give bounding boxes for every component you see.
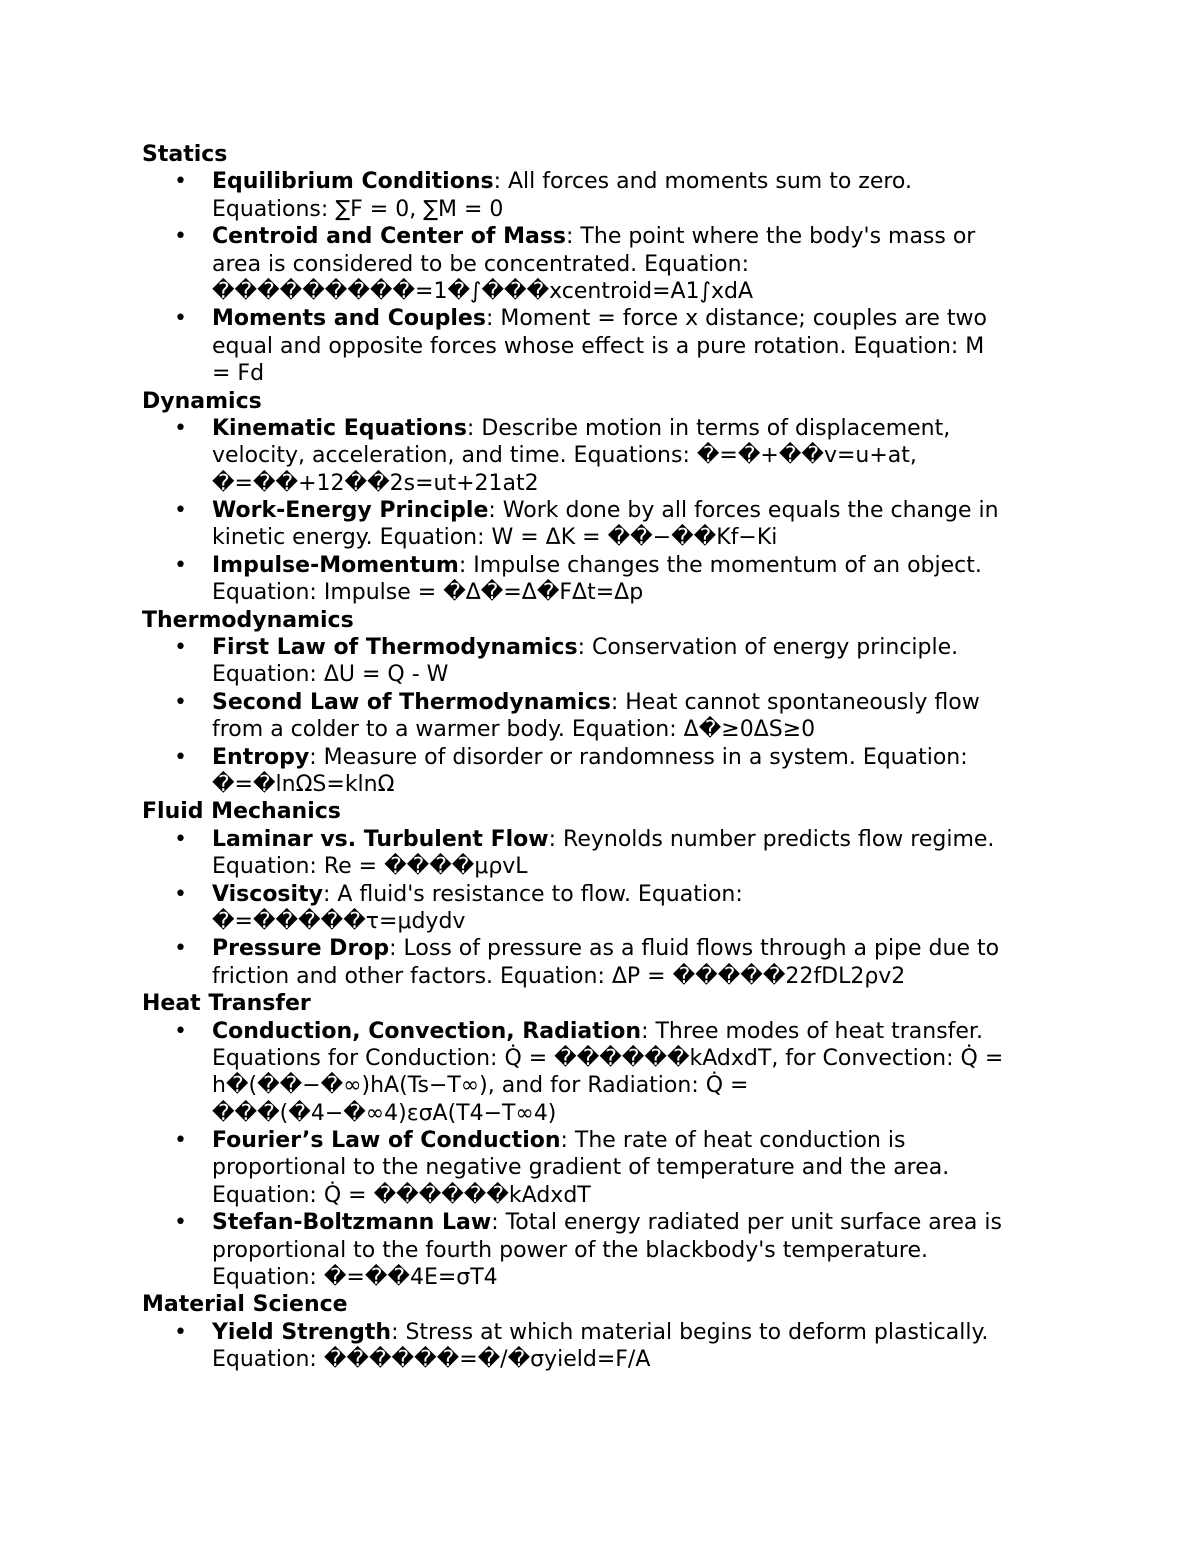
list-item — [142, 168, 1072, 223]
notes-content — [142, 141, 1072, 1374]
item-line — [212, 497, 1072, 524]
list-item — [142, 1209, 1072, 1291]
item-text: �=�����τ=μdydv — [212, 908, 466, 934]
item-term: Conduction, Convection, Radiation — [212, 1018, 642, 1044]
item-text: Equation: ΔU = Q - W — [212, 662, 449, 688]
list-item — [142, 1319, 1072, 1374]
item-text: proportional to the fourth power of the blackbody's temperature. — [212, 1237, 928, 1263]
item-text: : Total energy radiated per unit surface area is — [491, 1210, 1002, 1236]
item-text: : Heat cannot spontaneously flow — [610, 689, 980, 715]
item-text: Equations: ∑F = 0, ∑M = 0 — [212, 196, 504, 222]
item-text: : Loss of pressure as a fluid flows through a pipe due to — [389, 936, 1000, 962]
list-item — [142, 1018, 1072, 1128]
item-line — [212, 826, 1072, 853]
bullet-icon: • — [174, 498, 187, 524]
list-item — [142, 881, 1072, 936]
list-item — [142, 552, 1072, 607]
item-text: : Work done by all forces equals the change in — [488, 498, 999, 524]
section-title: Fluid Mechanics — [142, 799, 341, 825]
item-text: : Measure of disorder or randomness in a system. Equation: — [309, 744, 968, 770]
item-line — [212, 1018, 1072, 1045]
item-line — [212, 168, 1072, 195]
item-line — [212, 935, 1072, 962]
item-line — [212, 251, 1072, 278]
item-term: Work-Energy Principle — [212, 498, 489, 524]
item-line — [212, 1127, 1072, 1154]
item-text: Equation: Q̇ = ������kAdxdT — [212, 1182, 591, 1208]
section-list — [142, 1018, 1072, 1292]
list-item — [142, 935, 1072, 990]
item-text: : A fluid's resistance to flow. Equation: — [322, 881, 743, 907]
item-term: Viscosity — [212, 881, 323, 907]
item-line — [212, 716, 1072, 743]
bullet-icon: • — [174, 881, 187, 907]
item-text: h�(��−�∞)hA(Ts−T∞), and for Radiation: Q̇ = — [212, 1073, 749, 1099]
item-line — [212, 223, 1072, 250]
bullet-icon: • — [174, 744, 187, 770]
bullet-icon: • — [174, 936, 187, 962]
bullet-icon: • — [174, 552, 187, 578]
list-item — [142, 689, 1072, 744]
item-line — [212, 1209, 1072, 1236]
item-text: Equation: �=��4E=σT4 — [212, 1265, 498, 1291]
item-text: �=��+12��2s=ut+21at2 — [212, 470, 539, 496]
item-line — [212, 1154, 1072, 1181]
item-text: : Describe motion in terms of displacement, — [466, 415, 951, 441]
item-line — [212, 333, 1072, 360]
item-term: Second Law of Thermodynamics — [212, 689, 611, 715]
list-item — [142, 497, 1072, 552]
item-text: : Three modes of heat transfer. — [641, 1018, 983, 1044]
item-term: Fourier’s Law of Conduction — [212, 1128, 561, 1154]
list-item — [142, 1127, 1072, 1209]
item-term: Pressure Drop — [212, 936, 390, 962]
item-text: = Fd — [212, 361, 265, 387]
item-line — [212, 360, 1072, 387]
item-text: velocity, acceleration, and time. Equations: �=�+��v=u+at, — [212, 443, 917, 469]
item-text: Equation: Re = ����μρvL — [212, 854, 528, 880]
section-list — [142, 1319, 1072, 1374]
item-line — [212, 1319, 1072, 1346]
bullet-icon: • — [174, 826, 187, 852]
bullet-icon: • — [174, 1319, 187, 1345]
item-term: Equilibrium Conditions — [212, 169, 494, 195]
item-line — [212, 305, 1072, 332]
item-line — [212, 1264, 1072, 1291]
item-text: �=�lnΩS=klnΩ — [212, 771, 395, 797]
item-line — [212, 771, 1072, 798]
bullet-icon: • — [174, 224, 187, 250]
item-line — [212, 853, 1072, 880]
item-text: : The point where the body's mass or — [566, 224, 976, 250]
section-title: Statics — [142, 142, 228, 167]
item-line — [212, 908, 1072, 935]
bullet-icon: • — [174, 1128, 187, 1154]
section-list — [142, 415, 1072, 607]
item-line — [212, 524, 1072, 551]
bullet-icon: • — [174, 169, 187, 195]
item-line — [212, 1346, 1072, 1373]
item-line — [212, 689, 1072, 716]
list-item — [142, 744, 1072, 799]
item-line — [212, 1045, 1072, 1072]
section-title: Thermodynamics — [142, 607, 354, 633]
item-text: : Reynolds number predicts flow regime. — [548, 826, 995, 852]
bullet-icon: • — [174, 415, 187, 441]
section-title: Heat Transfer — [142, 991, 311, 1017]
item-term: Moments and Couples — [212, 306, 486, 332]
item-text: : Moment = force x distance; couples are two — [485, 306, 987, 332]
item-line — [212, 744, 1072, 771]
list-item — [142, 223, 1072, 305]
item-line — [212, 552, 1072, 579]
item-line — [212, 963, 1072, 990]
item-term: Laminar vs. Turbulent Flow — [212, 826, 549, 852]
item-line — [212, 196, 1072, 223]
item-text: kinetic energy. Equation: W = ΔK = ��−��Kf−Ki — [212, 525, 778, 551]
bullet-icon: • — [174, 689, 187, 715]
item-text: Equations for Conduction: Q̇ = ������kAdxdT, for Convection: Q̇ = — [212, 1045, 1004, 1071]
list-item — [142, 634, 1072, 689]
section-list — [142, 168, 1072, 387]
item-text: : The rate of heat conduction is — [560, 1128, 906, 1154]
bullet-icon: • — [174, 1018, 187, 1044]
item-term: Yield Strength — [212, 1319, 392, 1345]
item-text: proportional to the negative gradient of temperature and the area. — [212, 1155, 950, 1181]
item-line — [212, 1072, 1072, 1099]
item-term: Impulse-Momentum — [212, 552, 459, 578]
item-term: Kinematic Equations — [212, 415, 467, 441]
item-line — [212, 415, 1072, 442]
item-term: Centroid and Center of Mass — [212, 224, 567, 250]
bullet-icon: • — [174, 306, 187, 332]
item-text: from a colder to a warmer body. Equation: Δ�≥0ΔS≥0 — [212, 717, 816, 743]
item-line — [212, 442, 1072, 469]
item-line — [212, 579, 1072, 606]
item-text: Equation: ������=�/�σyield=F/A — [212, 1347, 651, 1373]
item-text: equal and opposite forces whose effect is a pure rotation. Equation: M — [212, 333, 985, 359]
item-text: Equation: Impulse = �Δ�=Δ�FΔt=Δp — [212, 580, 644, 606]
item-line — [212, 661, 1072, 688]
section-list — [142, 826, 1072, 990]
bullet-icon: • — [174, 1210, 187, 1236]
item-text: : Stress at which material begins to deform plastically. — [391, 1319, 989, 1345]
item-text: friction and other factors. Equation: ΔP = �����22fDL2ρv2 — [212, 963, 906, 989]
item-text: ���������=1�∫���xcentroid=A1∫xdA — [212, 278, 754, 304]
section-list — [142, 634, 1072, 798]
item-text: : All forces and moments sum to zero. — [493, 169, 913, 195]
item-line — [212, 278, 1072, 305]
list-item — [142, 305, 1072, 387]
item-text: : Impulse changes the momentum of an object. — [458, 552, 982, 578]
section-title: Dynamics — [142, 388, 262, 414]
item-term: First Law of Thermodynamics — [212, 635, 578, 661]
section-title: Material Science — [142, 1292, 348, 1318]
item-text: ���(�4−�∞4)εσA(T4−T∞4) — [212, 1100, 557, 1126]
item-line — [212, 1182, 1072, 1209]
list-item — [142, 415, 1072, 497]
item-line — [212, 634, 1072, 661]
item-term: Entropy — [212, 744, 310, 770]
item-line — [212, 881, 1072, 908]
list-item — [142, 826, 1072, 881]
item-term: Stefan-Boltzmann Law — [212, 1210, 492, 1236]
item-text: area is considered to be concentrated. Equation: — [212, 251, 750, 277]
item-line — [212, 470, 1072, 497]
bullet-icon: • — [174, 635, 187, 661]
item-line — [212, 1237, 1072, 1264]
item-text: : Conservation of energy principle. — [577, 635, 959, 661]
item-line — [212, 1100, 1072, 1127]
